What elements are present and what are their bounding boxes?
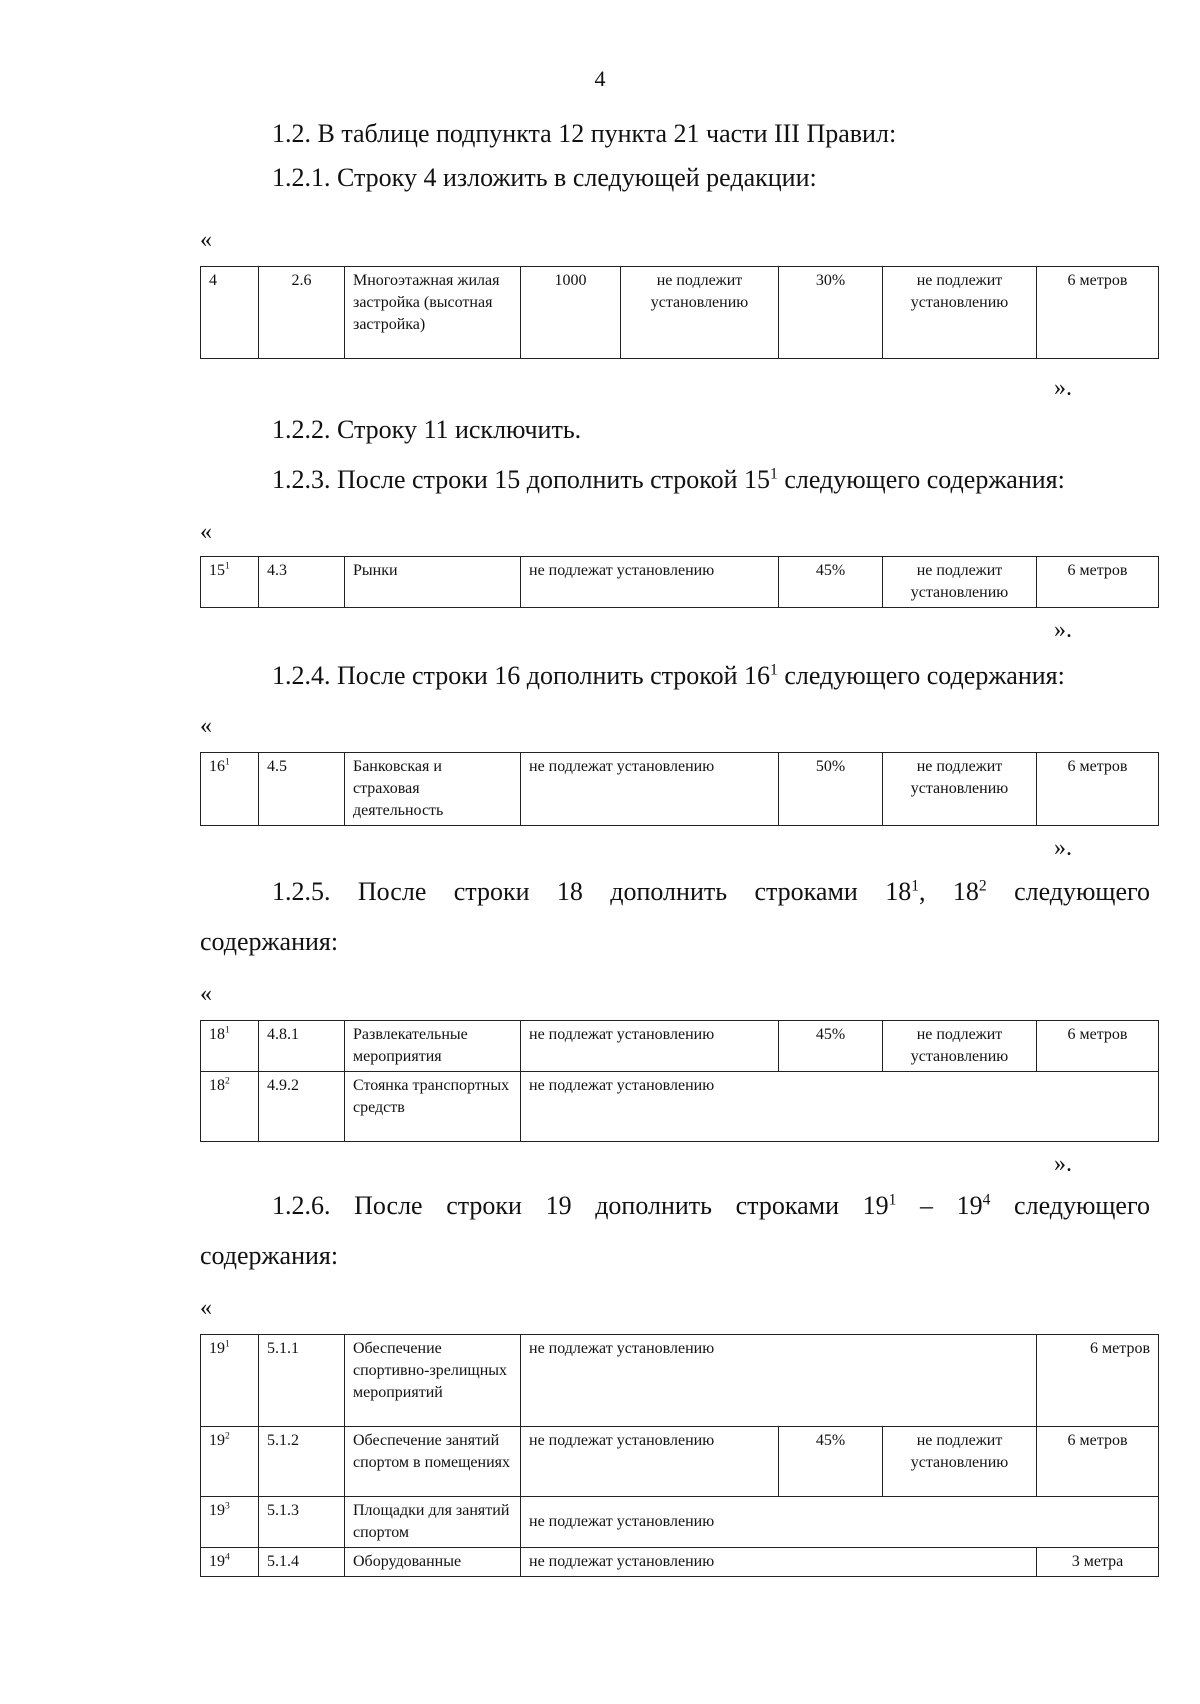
paragraph-1-2-1: 1.2.1. Строку 4 изложить в следующей редакции: [272, 163, 817, 192]
cell-code: 4.9.2 [259, 1072, 345, 1142]
superscript: 1 [225, 756, 230, 768]
num: 19 [209, 1553, 225, 1570]
superscript: 1 [225, 1024, 230, 1036]
text: – 19 [896, 1191, 983, 1220]
cell-name: Развлекательные мероприятия [345, 1021, 521, 1072]
cell-c8: 6 метров [1037, 753, 1159, 826]
text: 1.2.4. После строки 16 дополнить строкой 16 [272, 661, 771, 690]
text: следующего [990, 1191, 1150, 1220]
cell-c8: 6 метров [1037, 1021, 1159, 1072]
cell-c7: не подлежит установлению [883, 753, 1037, 826]
cell-num [201, 1497, 259, 1548]
table-row [201, 1021, 1159, 1072]
cell-c4: не подлежат установлению [521, 1335, 1037, 1427]
superscript: 1 [911, 877, 919, 895]
cell-code: 5.1.2 [259, 1427, 345, 1497]
cell-c6: 45% [779, 1427, 883, 1497]
text: 1.2.6. После строки 19 дополнить строками 19 [272, 1191, 889, 1220]
cell-num [201, 557, 259, 608]
superscript: 1 [770, 465, 778, 483]
cell-name: Банковская и страховая деятельность [345, 753, 521, 826]
cell-num: 4 [201, 267, 259, 359]
cell-num [201, 1021, 259, 1072]
cell-name: Обеспечение занятий спортом в помещениях [345, 1427, 521, 1497]
quote-close: ». [1054, 1151, 1072, 1177]
cell-c8: 6 метров [1037, 1427, 1159, 1497]
cell-c4: не подлежат установлению [521, 1497, 1159, 1548]
num: 18 [209, 1077, 225, 1094]
cell-c8: 6 метров [1037, 267, 1159, 359]
table-row-15-1 [200, 556, 1159, 608]
quote-open: « [200, 981, 212, 1007]
paragraph-1-2: 1.2. В таблице подпункта 12 пункта 21 части III Правил: [272, 119, 897, 148]
superscript: 1 [225, 1338, 230, 1350]
cell-name: Обеспечение спортивно-зрелищных мероприятий [345, 1335, 521, 1427]
text: следующего содержания: [777, 661, 1065, 690]
table-rows-18 [200, 1020, 1159, 1142]
cell-c6: 45% [779, 557, 883, 608]
cell-c4: не подлежат установлению [521, 1427, 779, 1497]
superscript: 1 [770, 661, 778, 679]
num: 16 [209, 758, 225, 775]
page-number: 4 [594, 66, 606, 91]
superscript: 2 [225, 1430, 230, 1442]
cell-c7: не подлежит установлению [883, 1021, 1037, 1072]
quote-close: ». [1054, 375, 1072, 401]
cell-c4: не подлежат установлению [521, 1548, 1037, 1577]
table-row [201, 1497, 1159, 1548]
cell-c8: 6 метров [1037, 557, 1159, 608]
quote-close: ». [1054, 835, 1072, 861]
cell-name: Многоэтажная жилая застройка (высотная застройка) [345, 267, 521, 359]
cell-name: Площадки для занятий спортом [345, 1497, 521, 1548]
quote-open: « [200, 519, 212, 545]
paragraph-1-2-5 [272, 876, 1150, 908]
cell-num [201, 753, 259, 826]
cell-name: Стоянка транспортных средств [345, 1072, 521, 1142]
cell-c7: не подлежит установлению [883, 267, 1037, 359]
table-row [201, 1548, 1159, 1577]
cell-c4: 1000 [521, 267, 621, 359]
cell-c4: не подлежат установлению [521, 1021, 779, 1072]
text: следующего [986, 877, 1151, 906]
superscript: 4 [225, 1551, 230, 1563]
cell-code: 4.5 [259, 753, 345, 826]
cell-c7: не подлежит установлению [883, 1427, 1037, 1497]
quote-open: « [200, 1295, 212, 1321]
cell-c5: не подлежит установлению [621, 267, 779, 359]
num: 19 [209, 1432, 225, 1449]
cell-num [201, 1072, 259, 1142]
paragraph-1-2-3 [272, 464, 1065, 496]
text: , 18 [919, 877, 979, 906]
paragraph-1-2-2: 1.2.2. Строку 11 исключить. [272, 415, 582, 444]
table-rows-19 [200, 1334, 1159, 1577]
cell-name: Оборудованные [345, 1548, 521, 1577]
text: 1.2.3. После строки 15 дополнить строкой 15 [272, 465, 771, 494]
cell-num [201, 1335, 259, 1427]
cell-num [201, 1427, 259, 1497]
quote-close: ». [1054, 617, 1072, 643]
cell-c6: 50% [779, 753, 883, 826]
paragraph-1-2-5-cont: содержания: [200, 927, 339, 956]
paragraph-1-2-4 [272, 660, 1065, 692]
cell-c6: 30% [779, 267, 883, 359]
table-row-16-1 [200, 752, 1159, 826]
text: 1.2.5. После строки 18 дополнить строками 18 [272, 877, 912, 906]
table-row [201, 1427, 1159, 1497]
cell-c4: не подлежат установлению [521, 557, 779, 608]
cell-code: 5.1.3 [259, 1497, 345, 1548]
cell-c6: 45% [779, 1021, 883, 1072]
num: 18 [209, 1026, 225, 1043]
cell-c8: 3 метра [1037, 1548, 1159, 1577]
cell-code: 4.8.1 [259, 1021, 345, 1072]
cell-code: 5.1.4 [259, 1548, 345, 1577]
cell-code: 2.6 [259, 267, 345, 359]
paragraph-1-2-6-cont: содержания: [200, 1241, 339, 1270]
cell-c4: не подлежат установлению [521, 753, 779, 826]
superscript: 1 [888, 1191, 897, 1209]
cell-c7: не подлежит установлению [883, 557, 1037, 608]
cell-c8: 6 метров [1037, 1335, 1159, 1427]
table-row [201, 1335, 1159, 1427]
quote-open: « [200, 713, 212, 739]
superscript: 4 [982, 1191, 991, 1209]
num: 19 [209, 1502, 225, 1519]
cell-code: 4.3 [259, 557, 345, 608]
superscript: 1 [225, 560, 230, 572]
paragraph-1-2-6 [272, 1190, 1150, 1222]
cell-name: Рынки [345, 557, 521, 608]
table-row-4 [200, 266, 1159, 359]
table-row [201, 1072, 1159, 1142]
text: следующего содержания: [777, 465, 1065, 494]
superscript: 3 [225, 1500, 230, 1512]
cell-num [201, 1548, 259, 1577]
superscript: 2 [978, 877, 987, 895]
num: 15 [209, 562, 225, 579]
cell-code: 5.1.1 [259, 1335, 345, 1427]
num: 19 [209, 1340, 225, 1357]
cell-c4: не подлежат установлению [521, 1072, 1159, 1142]
superscript: 2 [225, 1075, 230, 1087]
quote-open: « [200, 227, 212, 253]
